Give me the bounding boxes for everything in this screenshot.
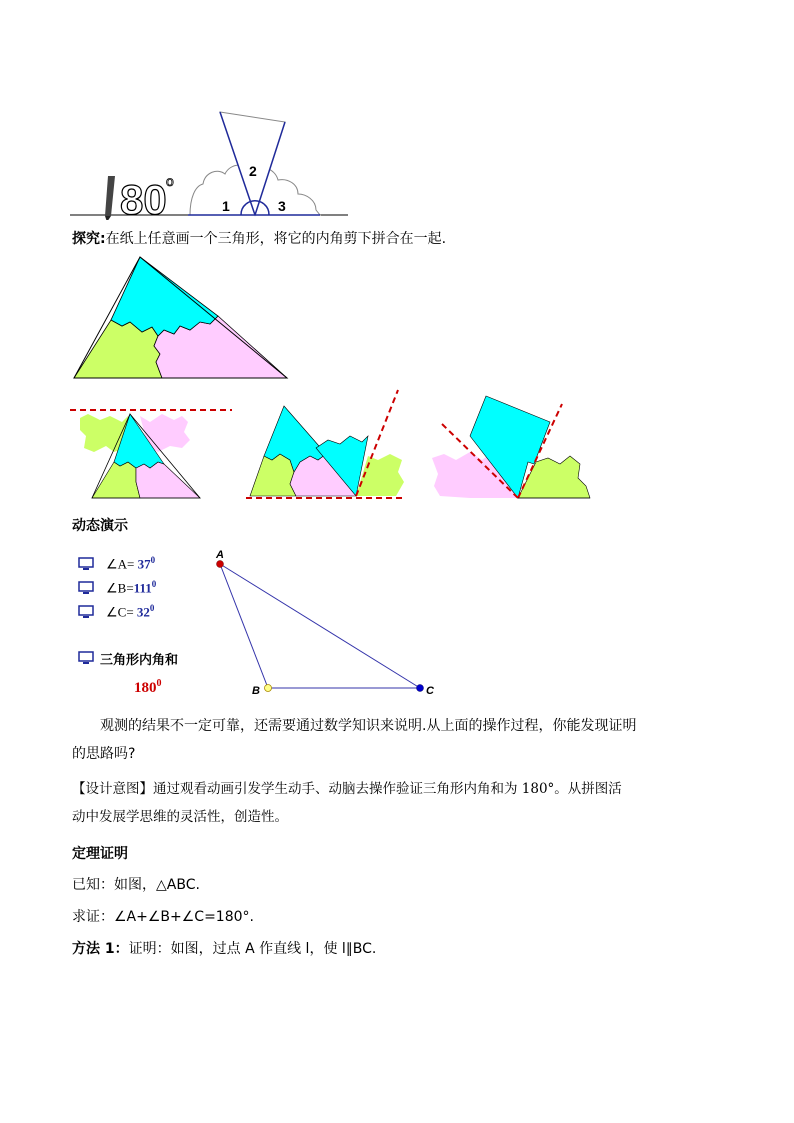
monitor-icon [78,651,94,665]
method-label: 方法 1： [72,941,129,957]
given-line: 已知：如图，△ABC. [72,877,200,893]
design-line-2: 动中发展学思维的灵活性，创造性。 [72,809,288,825]
angle-label-1: 1 [222,198,230,214]
angle-sum-label: 三角形内角和 [100,653,179,668]
protractor-figure [70,98,360,220]
method-text: 证明：如图，过点 A 作直线 l，使 l∥BC. [128,941,377,957]
measure-label-b: ∠B= [106,580,134,596]
angle-sum-value: $180^0$ [134,678,162,696]
protractor-degree: o [166,173,174,189]
vertex-c-point[interactable] [417,685,424,692]
pencil-icon [105,176,115,220]
monitor-icon [78,557,94,571]
cut-triangle-figure [70,254,292,382]
theorem-heading: 定理证明 [72,846,128,862]
vertex-a-point[interactable] [217,561,224,568]
measure-label-a: ∠A= [106,556,135,572]
angle-label-3: 3 [278,198,286,214]
measure-unit-b: 0 [151,579,157,589]
vertex-label-a: A [216,549,224,561]
explore-line [72,229,446,249]
arrangement-figure-1 [70,402,236,502]
observation-paragraph [72,712,732,768]
vertex-label-c: C [426,685,434,697]
design-intent [72,775,732,831]
vertex-b-point[interactable] [265,685,272,692]
observation-line-1: 观测的结果不一定可靠，还需要通过数学知识来说明.从上面的操作过程，你能发现证明 [100,718,637,734]
measure-label-c: ∠C= [106,604,134,620]
design-line-1: 【设计意图】通过观看动画引发学生动手、动脑去操作验证三角形内角和为 180°。从拼图活 [72,781,622,797]
dynamic-triangle [210,546,450,698]
explore-label: 探究: [72,231,106,247]
measure-unit-c: 0 [149,603,155,613]
prove-line: 求证：∠A+∠B+∠C=180°. [72,909,254,925]
measure-unit-a: 0 [150,555,156,565]
arrangement-figure-2 [246,386,410,502]
explore-text: 在纸上任意画一个三角形，将它的内角剪下拼合在一起. [105,231,447,247]
protractor-reading: 80 [120,176,167,220]
angle-label-2: 2 [249,163,257,179]
measure-value-c: 32 [136,604,150,620]
measure-value-b: 111 [133,580,152,596]
observation-line-2: 的思路吗? [72,746,136,762]
arrangement-figure-3 [430,392,594,504]
monitor-icon [78,605,94,619]
vertex-label-b: B [252,685,260,697]
monitor-icon [78,581,94,595]
measure-value-a: 37 [137,556,151,572]
method-line [72,939,376,959]
demo-heading: 动态演示 [72,518,128,534]
